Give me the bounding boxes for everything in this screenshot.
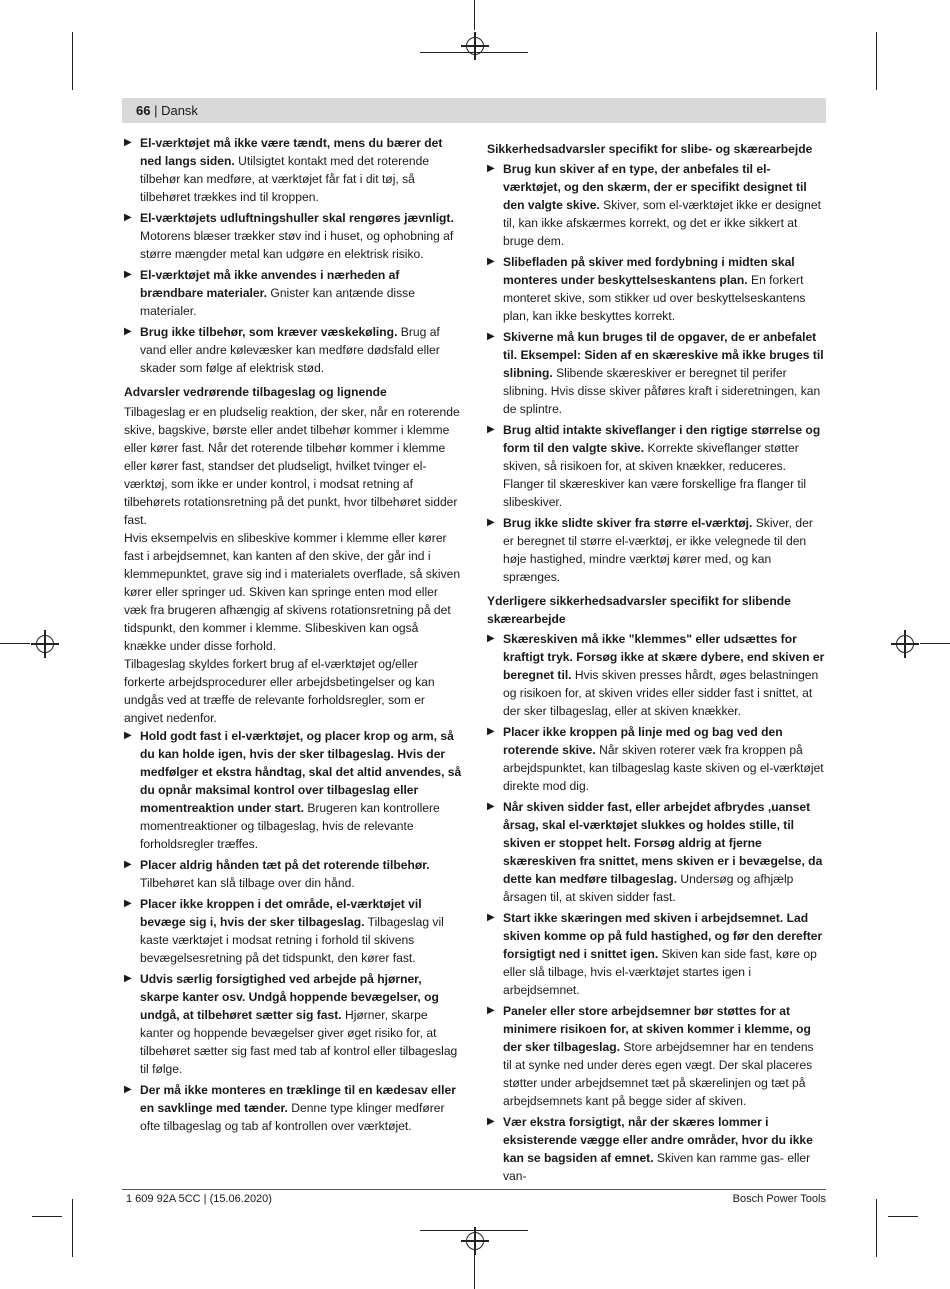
warning-bullet xyxy=(487,421,825,511)
warning-heading: Når skiven sidder fast, eller arbejdet afbrydes ,uanset årsag, skal el-værktøjet slukkes og holdes stille, til skiven er stoppet helt. Forsøg aldrig at fjerne skæreskiven fra snittet, mens skiven er i bevægelse, da dette kan medføre tilbageslag. xyxy=(503,800,823,886)
warning-text: Utilsigtet kontakt med det roterende tilbehør kan medføre, at værktøjet får fat i dit tøj, så tilbehøret trækkes ind til kroppen. xyxy=(140,154,430,204)
registration-mark-icon xyxy=(896,635,914,653)
warning-bullet xyxy=(124,1081,462,1135)
paragraph: Hvis eksempelvis en slibeskive kommer i klemme eller kører fast i arbejdsemnet, kan kanten af den skive, der går ind i klemmepunktet, grave sig ind i materialets overflade, så skiven kører eller springer ud. Skiven kan springe enten mod eller væk fra brugeren afhængig af skivens rotationsretning på det tidspunkt, den kommer i klemme. Slibeskiven kan også knække under disse forhold. xyxy=(124,531,461,653)
crop-mark xyxy=(474,1255,475,1289)
warning-bullet xyxy=(487,723,825,795)
warning-heading: Skiverne må kun bruges til de opgaver, de er anbefalet til. Eksempel: Siden af en skæreskive må ikke bruges til slibning. xyxy=(503,330,824,380)
warning-text: Skiver, som el-værktøjet ikke er designet til, kan ikke afskærmes korrekt, og det er ikke sikkert at bruge dem. xyxy=(503,198,821,248)
warning-bullet xyxy=(487,798,825,906)
warning-heading: Skæreskiven må ikke "klemmes" eller udsættes for kraftigt tryk. Forsøg ikke at skære dybere, end skiven er beregnet til. xyxy=(503,632,825,682)
warning-text: Gnister kan antænde disse materialer. xyxy=(140,286,415,318)
warning-text: En forkert monteret skive, som stikker ud over beskyttelseskantens plan, kan ikke beskyttes korrekt. xyxy=(503,273,806,323)
warning-bullet xyxy=(124,970,462,1078)
warning-bullet xyxy=(124,727,462,853)
warning-heading: Placer aldrig hånden tæt på det roterende tilbehør. xyxy=(140,858,430,872)
registration-mark-icon xyxy=(466,1232,484,1250)
warning-heading: Brug kun skiver af en type, der anbefales til el-værktøjet, og den skærm, der er specifikt designet til den valgte skive. xyxy=(503,162,807,212)
warning-bullet xyxy=(487,1002,825,1110)
crop-mark xyxy=(32,1216,62,1217)
warning-bullet xyxy=(124,856,462,892)
warning-bullet xyxy=(487,328,825,418)
page-header: 66 | Dansk xyxy=(122,98,826,123)
warning-text: Skiven kan side fast, køre op eller slå tilbage, hvis el-værktøjet startes igen i arbejdsemnet. xyxy=(503,947,817,997)
warning-heading: Placer ikke kroppen i det område, el-værktøjet vil bevæge sig i, hvis der sker tilbageslag. xyxy=(140,897,422,929)
section-heading: Yderligere sikkerhedsadvarsler specifikt for slibende skærearbejde xyxy=(487,594,791,626)
warning-text: Brugeren kan kontrollere momentreaktioner og tilbageslag, hvis de relevante forholdsregler træffes. xyxy=(140,801,440,851)
crop-mark xyxy=(474,0,475,30)
warning-text: Denne type klinger medfører ofte tilbageslag og tab af kontrollen over værktøjet. xyxy=(140,1101,445,1133)
warning-heading: El-værktøjet må ikke være tændt, mens du bærer det ned langs siden. xyxy=(140,136,443,168)
crop-mark xyxy=(876,1199,877,1257)
warning-text: Brug af vand eller andre kølevæsker kan medføre dødsfald eller skader som følge af elektrisk stød. xyxy=(140,325,440,375)
warning-bullet xyxy=(487,514,825,586)
warning-heading: Paneler eller store arbejdsemner bør støttes for at minimere risikoen for, at skiven kommer i klemme, og der sker tilbageslag. xyxy=(503,1004,811,1054)
warning-heading: Vær ekstra forsigtigt, når der skæres lommer i eksisterende vægge eller andre områder, hvor du ikke kan se bagsiden af emnet. xyxy=(503,1115,813,1165)
warning-text: Store arbejdsemner har en tendens til at synke ned under deres egen vægt. Der skal placeres støtter under arbejdsemnet tæt på skærelinjen og tæt på arbejdsemnets kant på begge sider af skiven. xyxy=(503,1040,814,1108)
warning-bullet xyxy=(487,253,825,325)
warning-bullet xyxy=(124,134,462,206)
warning-text: Hvis skiven presses hårdt, øges belastningen og risikoen for, at skiven vrides eller sidder fast i snittet, at der sker tilbageslag, eller at skiven knækker. xyxy=(503,668,819,718)
warning-heading: Brug ikke tilbehør, som kræver væskekøling. xyxy=(140,325,398,339)
warning-bullet xyxy=(124,266,462,320)
page-footer xyxy=(122,1189,826,1205)
warning-text: Korrekte skiveflanger støtter skiven, så risikoen for, at skiven knækker, reduceres. Flanger til skæreskiver kan være forskellige fra flanger til slibeskiver. xyxy=(503,441,807,509)
document-code: 1 609 92A 5CC | (15.06.2020) xyxy=(126,1193,272,1205)
paragraph: Tilbageslag skyldes forkert brug af el-værktøjet og/eller forkerte arbejdsprocedurer eller arbejdsbetingelser og kan undgås ved at træffe de relevante forholdsregler, som er angivet nedenfor. xyxy=(124,657,435,725)
warning-heading: Start ikke skæringen med skiven i arbejdsemnet. Lad skiven komme op på fuld hastighed, og før den derefter forsigtigt ned i snittet igen. xyxy=(503,911,823,961)
warning-heading: El-værktøjets udluftningshuller skal rengøres jævnligt. xyxy=(140,211,454,225)
warning-bullet xyxy=(124,323,462,377)
warning-text: Motorens blæser trækker støv ind i huset, og ophobning af større mængder metal kan udgøre en elektrisk risiko. xyxy=(140,229,454,261)
section-heading: Advarsler vedrørende tilbageslag og lignende xyxy=(124,385,387,399)
warning-bullet xyxy=(487,160,825,250)
language-label: Dansk xyxy=(161,103,198,118)
crop-mark xyxy=(876,32,877,90)
crop-mark xyxy=(888,1216,918,1217)
warning-text: Undersøg og afhjælp årsagen til, at skiven sidder fast. xyxy=(503,872,794,904)
warning-text: Skiven kan ramme gas- eller van- xyxy=(503,1151,811,1183)
crop-mark xyxy=(920,643,950,644)
crop-mark xyxy=(72,32,73,90)
paragraph: Tilbageslag er en pludselig reaktion, der sker, når en roterende skive, bagskive, børste eller andet tilbehør kommer i klemme eller kører fast. Når det roterende tilbehør kommer i klemme eller kører fast, standser det pludseligt, hvilket tvinger el-værktøj, som ikke er under kontrol, i modsat retning af tilbehørets rotationsretning på det punkt, hvor tilbehøret sidder fast. xyxy=(124,405,460,527)
warning-heading: Der må ikke monteres en træklinge til en kædesav eller en savklinge med tænder. xyxy=(140,1083,456,1115)
warning-text: Hjørner, skarpe kanter og hoppende bevægelser giver øget risiko for, at tilbehøret sætter sig fast med tab af kontrol eller tilbageslag til følge. xyxy=(140,1008,458,1076)
warning-heading: Placer ikke kroppen på linje med og bag ved den roterende skive. xyxy=(503,725,783,757)
warning-text: Slibende skæreskiver er beregnet til perifer slibning. Hvis disse skiver påføres kraft i sideretningen, kan de splintre. xyxy=(503,366,821,416)
warning-heading: Brug ikke slidte skiver fra større el-værktøj. xyxy=(503,516,753,530)
crop-mark xyxy=(72,1199,73,1257)
left-column xyxy=(124,134,462,1138)
warning-heading: Hold godt fast i el-værktøjet, og placer krop og arm, så du kan holde igen, hvis der sker tilbageslag. Hvis der medfølger et ekstra håndtag, skal det altid anvendes, så du opnår maksimal kontrol over tilbageslag eller momentreaktion under start. xyxy=(140,729,462,815)
warning-heading: Udvis særlig forsigtighed ved arbejde på hjørner, skarpe kanter osv. Undgå hoppende bevægelser, og undgå, at tilbehøret sætter sig fast. xyxy=(140,972,439,1022)
crop-mark xyxy=(0,643,30,644)
warning-text: Skiver, der er beregnet til større el-værktøj, er ikke velegnede til den høje hastighed, mindre værktøj kører med, og kan sprænges. xyxy=(503,516,813,584)
warning-text: Når skiven roterer væk fra kroppen på arbejdspunktet, kan tilbageslag kaste skiven og el-værktøjet direkte mod dig. xyxy=(503,743,824,793)
registration-mark-icon xyxy=(466,37,484,55)
warning-heading: Slibefladen på skiver med fordybning i midten skal monteres under beskyttelseskantens plan. xyxy=(503,255,795,287)
warning-bullet xyxy=(124,895,462,967)
brand-name: Bosch Power Tools xyxy=(732,1193,826,1205)
page-number: 66 xyxy=(136,103,151,118)
registration-mark-icon xyxy=(36,635,54,653)
warning-bullet xyxy=(487,909,825,999)
warning-bullet xyxy=(124,209,462,263)
right-column xyxy=(487,134,825,1188)
warning-text: Tilbehøret kan slå tilbage over din hånd. xyxy=(140,876,355,890)
section-heading: Sikkerhedsadvarsler specifikt for slibe- og skærearbejde xyxy=(487,142,813,156)
warning-heading: Brug altid intakte skiveflanger i den rigtige størrelse og form til den valgte skive. xyxy=(503,423,821,455)
warning-bullet xyxy=(487,630,825,720)
warning-text: Tilbageslag vil kaste værktøjet i modsat retning i forhold til skivens bevægelsesretning på det tidspunkt, den kører fast. xyxy=(140,915,444,965)
warning-heading: El-værktøjet må ikke anvendes i nærheden af brændbare materialer. xyxy=(140,268,400,300)
warning-bullet xyxy=(487,1113,825,1185)
